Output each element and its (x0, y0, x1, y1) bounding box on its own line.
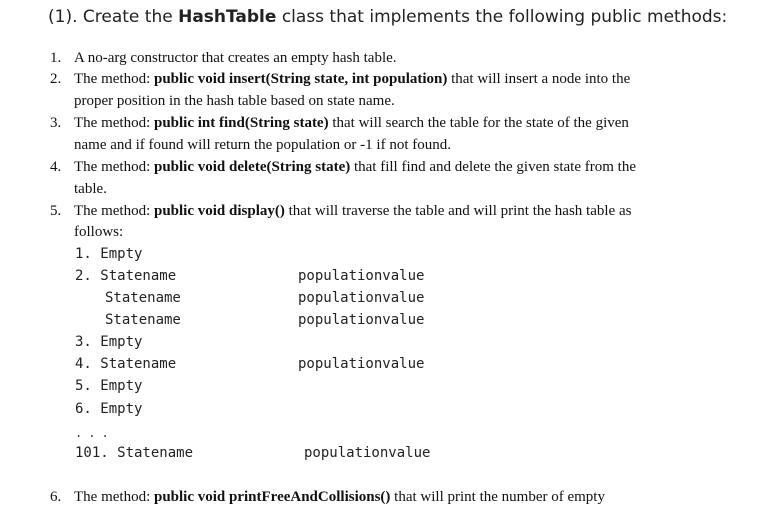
output-row: Statename (105, 290, 181, 306)
item-text-continued: proper position in the hash table based on state name. (74, 93, 395, 109)
output-row: 5. Empty (75, 378, 143, 394)
item-number: 1. (50, 50, 62, 66)
output-value: populationvalue (298, 356, 425, 372)
item-text: The method: public int find(String state) that will search the table for the state of the given (74, 115, 629, 131)
output-row: 1. Empty (75, 246, 143, 262)
item-text-continued: name and if found will return the population or -1 if not found. (74, 137, 451, 153)
page-title (48, 7, 727, 27)
output-row: 101. Statename (75, 445, 194, 461)
item-text-continued: table. (74, 181, 107, 197)
list-item (0, 203, 766, 223)
list-item (0, 71, 766, 91)
ellipsis: ... (75, 426, 115, 440)
item-text: A no-arg constructor that creates an empty hash table. (74, 50, 397, 66)
list-item (0, 50, 766, 70)
item-number: 4. (50, 159, 62, 175)
output-row: 2. Statename (75, 268, 177, 284)
output-value: populationvalue (298, 312, 425, 328)
output-row: 6. Empty (75, 401, 143, 417)
item-text: The method: public void insert(String state, int population) that will insert a node into the (74, 71, 631, 87)
title-class-name: HashTable (178, 7, 277, 27)
list-item (0, 115, 766, 135)
output-row: 4. Statename (75, 356, 177, 372)
item-number: 3. (50, 115, 62, 131)
list-item (0, 159, 766, 179)
item-number: 6. (50, 489, 62, 505)
item-text: The method: public void display() that will traverse the table and will print the hash table as (74, 203, 632, 219)
title-prefix: (1). Create the (48, 7, 179, 27)
output-value: populationvalue (298, 268, 425, 284)
item-text: The method: public void printFreeAndCollisions() that will print the number of empty (74, 489, 605, 505)
output-row: Statename (105, 312, 181, 328)
output-value: populationvalue (298, 290, 425, 306)
item-number: 5. (50, 203, 62, 219)
item-text: The method: public void delete(String state) that fill find and delete the given state from the (74, 159, 636, 175)
title-suffix: class that implements the following public methods: (276, 7, 728, 27)
item-number: 2. (50, 71, 62, 87)
output-row: 3. Empty (75, 334, 143, 350)
item-text-continued: follows: (74, 224, 124, 240)
output-value: populationvalue (304, 445, 431, 461)
list-item (0, 489, 766, 509)
